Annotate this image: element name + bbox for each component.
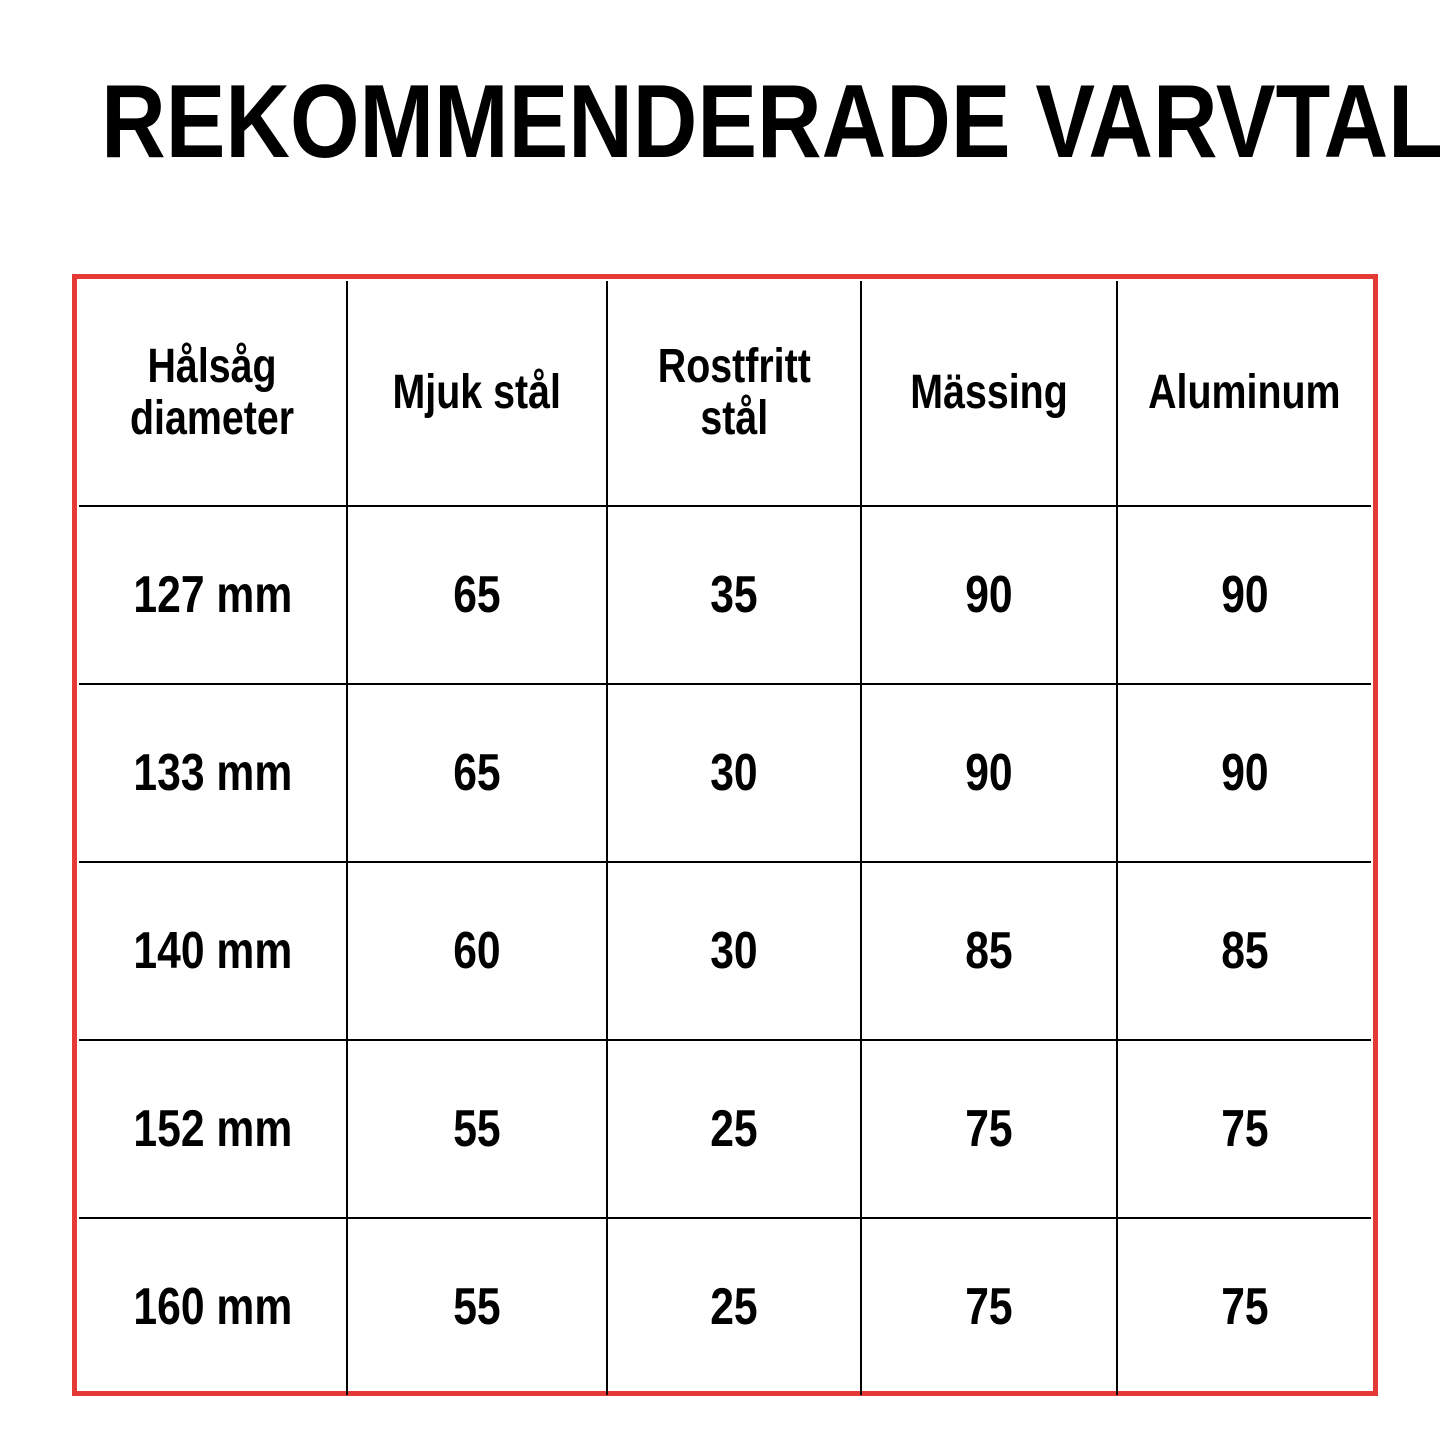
cell-value: 90 (1117, 506, 1371, 684)
cell-value: 90 (861, 506, 1117, 684)
header-row (79, 281, 1371, 506)
cell-diameter: 160 mm (79, 1218, 347, 1395)
cell-value: 55 (347, 1040, 607, 1218)
table-row (79, 506, 1371, 684)
header-brass: Mässing (861, 281, 1117, 506)
cell-diameter: 133 mm (79, 684, 347, 862)
cell-value: 75 (1117, 1218, 1371, 1395)
cell-diameter: 140 mm (79, 862, 347, 1040)
cell-value: 30 (607, 684, 861, 862)
cell-value: 90 (1117, 684, 1371, 862)
table-row (79, 862, 1371, 1040)
table-row (79, 1040, 1371, 1218)
header-stainless-steel: Rostfritt stål (607, 281, 861, 506)
cell-value: 75 (861, 1218, 1117, 1395)
cell-diameter: 127 mm (79, 506, 347, 684)
cell-value: 35 (607, 506, 861, 684)
table-row (79, 684, 1371, 862)
cell-value: 25 (607, 1218, 861, 1395)
header-diameter: Hålsåg diameter (79, 281, 347, 506)
cell-value: 60 (347, 862, 607, 1040)
table-frame (72, 274, 1378, 1396)
cell-value: 65 (347, 684, 607, 862)
cell-diameter: 152 mm (79, 1040, 347, 1218)
cell-value: 75 (861, 1040, 1117, 1218)
cell-value: 85 (1117, 862, 1371, 1040)
rpm-table (79, 281, 1371, 1395)
cell-value: 30 (607, 862, 861, 1040)
page-title: REKOMMENDERADE VARVTAL (101, 64, 1443, 180)
cell-value: 25 (607, 1040, 861, 1218)
header-aluminum: Aluminum (1117, 281, 1371, 506)
table-row (79, 1218, 1371, 1395)
header-mild-steel: Mjuk stål (347, 281, 607, 506)
cell-value: 55 (347, 1218, 607, 1395)
cell-value: 75 (1117, 1040, 1371, 1218)
cell-value: 90 (861, 684, 1117, 862)
cell-value: 85 (861, 862, 1117, 1040)
cell-value: 65 (347, 506, 607, 684)
